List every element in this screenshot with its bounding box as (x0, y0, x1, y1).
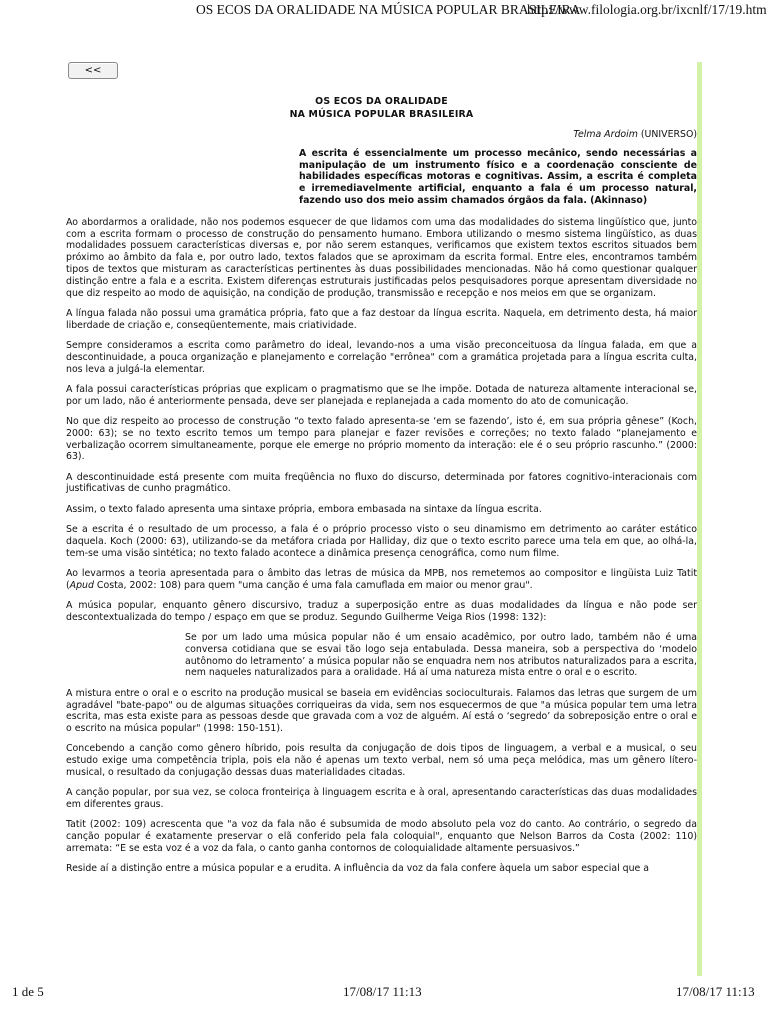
paragraph-6: A descontinuidade está presente com muita freqüência no fluxo do discurso, determinada por fatores cognitivo-interacionais com justificativas de cunho pragmático. (66, 471, 697, 495)
paragraph-5: No que diz respeito ao processo de construção “o texto falado apresenta-se ‘em se fazendo’, isto é, em sua própria gênese” (Koch, 2000: 63); se no texto escrito temos um tempo para planejar e fazer revisões e correções; no texto falado “planejamento e verbalização ocorrem simultaneamente, porque ele emerge no próprio momento da interação: ele é o seu próprio rascunho.” (2000: 63). (66, 415, 697, 463)
paragraph-15: Reside aí a distinção entre a música popular e a erudita. A influência da voz da fala confere àquela um sabor especial que a (66, 863, 650, 875)
print-date-middle: 17/08/17 11:13 (343, 984, 422, 999)
print-footer (0, 984, 768, 1004)
print-header-title: OS ECOS DA ORALIDADE NA MÚSICA POPULAR BRASILEIRA (196, 2, 581, 17)
paragraph-7: Assim, o texto falado apresenta uma sintaxe própria, embora embasada na sintaxe da língua escrita. (66, 503, 542, 515)
epigraph: A escrita é essencialmente um processo mecânico, sendo necessárias a manipulação de um instrumento físico e a coordenação consciente de habilidades específicas motoras e cognitivas. Assim, a escrita é completa e irremediavelmente artificial, enquanto a fala é um processo natural, fazendo uso dos meio assim chamados órgãos da fala. (Akinnaso) (299, 147, 697, 206)
paragraph-13: A canção popular, por sua vez, se coloca fronteiriça à linguagem escrita e à oral, apresentando características das duas modalidades em diferentes graus. (66, 787, 697, 811)
paragraph-2: A língua falada não possui uma gramática própria, fato que a faz destoar da língua escrita. Naquela, em detrimento desta, há maior liberdade de criação e, conseqüentemente, mais criatividade. (66, 307, 697, 331)
author-line (66, 129, 697, 141)
print-header (0, 0, 768, 22)
paragraph-8: Se a escrita é o resultado de um processo, a fala é o próprio processo visto o seu dinamismo em detrimento ao caráter estático daquela. Koch (2000: 63), utilizando-se da metáfora criada por Halliday, diz que o texto escrito parece uma tela em que, ao olhá-la, tem-se uma visão sintética; no texto falado acontece a dinâmica presença cenográfica, como num filme. (66, 524, 697, 559)
paragraph-12: Concebendo a canção como gênero híbrido, pois resulta da conjugação de dois tipos de linguagem, a verbal e a musical, o seu estudo exige uma competência tripla, pois ela não é apenas um texto verbal, nem só uma peça melódica, mas um gênero lítero-musical, o resultado da conjugação dessas duas materialidades citadas. (66, 743, 697, 779)
article-title-line-1: OS ECOS DA ORALIDADE (315, 96, 448, 107)
paragraph-3: Sempre consideramos a escrita como parâmetro do ideal, levando-nos a uma visão preconceituosa da língua falada, em que a descontinuidade, a pouca organização e planejamento e correlação "errônea" com a gramática projetada para a língua escrita culta, nos leva a julgá-la elementar. (66, 339, 697, 375)
paragraph-9-part-a: Ao levarmos a teoria apresentada para o âmbito das letras de música da MPB, nos remetemos ao compositor e lingüista Luiz Tatit ( (66, 567, 697, 591)
article-title (66, 96, 697, 121)
print-date-right: 17/08/17 11:13 (676, 984, 755, 999)
paragraph-9-part-b: Costa, 2002: 108) para quem "uma canção é uma fala camuflada em maior ou menor grau". (93, 579, 533, 591)
paragraph-10: A música popular, enquanto gênero discursivo, traduz a superposição entre as duas modalidades da língua e não pode ser descontextualizada do tempo / espaço em que se produz. Segundo Guilherme Veiga Rios (1998: 132): (66, 600, 697, 623)
article (66, 96, 697, 884)
paragraph-1: Ao abordarmos a oralidade, não nos podemos esquecer de que lidamos com uma das modalidades do sistema lingüístico que, junto com a escrita formam o processo de construção do pensamento humano. Embora utilizando o mesmo sistema lingüístico, as duas modalidades possuem características diversas e, por não serem estanques, verificamos que existem textos escritos situados bem próximo ao âmbito da fala e, por outro lado, textos falados que se aproximam da escrita formal. Entre eles, encontramos também tipos de textos que misturam as características pertinentes às duas possibilidades mencionadas. Não há como questionar qualquer distinção entre a fala e a escrita. Existem diferenças estruturais justificadas pelos pesquisadores porque apresentam diversidade no que diz respeito ao modo de aquisição, na condição de produção, transmissão e recepção e nos meios em que se organizam. (66, 216, 697, 299)
print-header-url: http://www.filologia.org.br/ixcnlf/17/19.htm (527, 2, 767, 17)
paragraph-11: A mistura entre o oral e o escrito na produção musical se baseia em evidências socioculturais. Falamos das letras que surgem de um agradável "bate-papo" ou de algumas situações corriqueiras da vida, sem nos esquecermos de que "a música popular tem uma letra escrita, mas esta existe para as pessoas desde que gravada com a voz de alguém. Aí está o ‘segredo’ da sobreposição entre o oral e o escrito na música popular" (1998: 150-151). (66, 687, 697, 735)
author-name: Telma Ardoim (573, 129, 638, 140)
article-title-line-2: NA MÚSICA POPULAR BRASILEIRA (289, 108, 474, 120)
paragraph-9-apud: Apud (69, 579, 94, 591)
paragraph-14: Tatit (2002: 109) acrescenta que "a voz da fala não é subsumida de modo absoluto pela voz do canto. Ao contrário, o segredo da canção popular é exatamente preservar o elã conferido pela fala coloquial", enquanto que Nelson Barros da Costa (2002: 110) arremata: “E se esta voz é a voz da fala, o canto ganha contornos de coloquialidade altamente persuasivos.” (66, 819, 697, 855)
page-counter: 1 de 5 (12, 984, 44, 999)
paragraph-9 (66, 568, 697, 592)
document-page (60, 56, 702, 976)
author-affiliation: (UNIVERSO) (637, 129, 697, 140)
block-quote: Se por um lado uma música popular não é um ensaio acadêmico, por outro lado, também não é uma conversa cotidiana que se esvai tão logo seja entabulada. Dessa maneira, sob a perspectiva do ‘modelo autônomo do letramento’ a música popular não se enquadra nem nos atributos naturalizados para a escrita, nem naqueles naturalizados para a oralidade. Há aí uma natureza mista entre o oral e o escrito. (185, 632, 697, 679)
paragraph-4: A fala possui características próprias que explicam o pragmatismo que se lhe impõe. Dotada de natureza altamente interacional se, por um lado, não é anteriormente pensada, deve ser planejada e replanejada a cada momento do ato de comunicação. (66, 383, 697, 407)
back-button[interactable]: << (68, 62, 118, 79)
